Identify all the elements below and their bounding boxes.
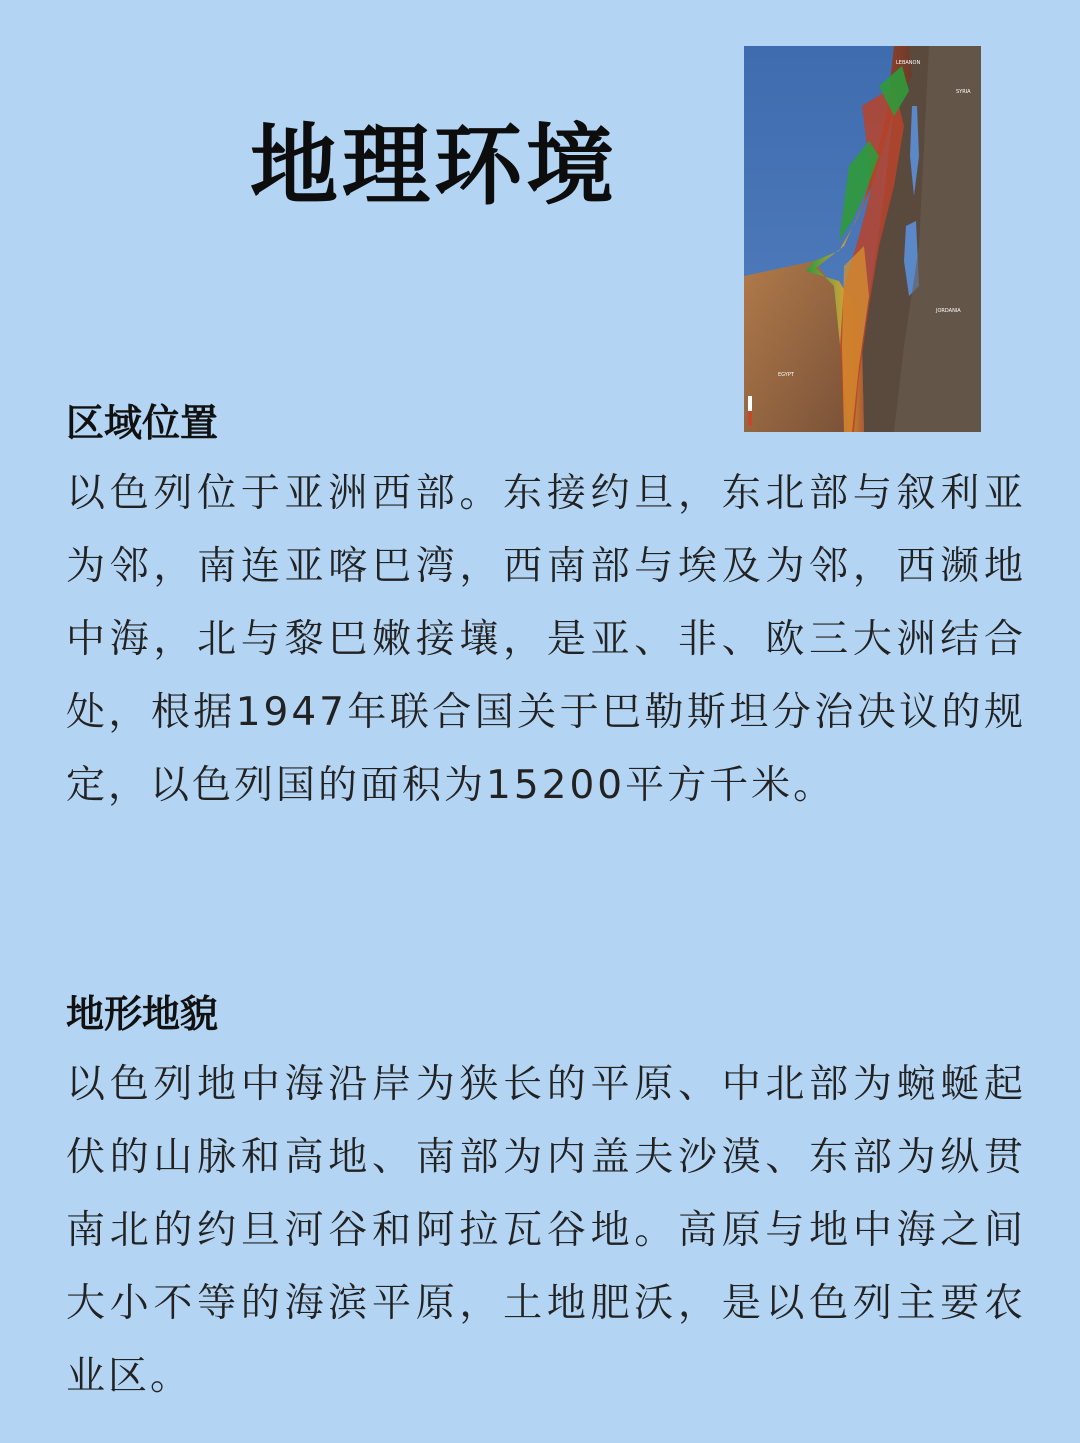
section-body-terrain: 以色列地中海沿岸为狭长的平原、中北部为蜿蜒起伏的山脉和高地、南部为内盖夫沙漠、东部为纵贯南北的约旦河谷和阿拉瓦谷地。高原与地中海之间大小不等的海滨平原，土地肥沃，是以色列主要农业区。 <box>66 1062 1026 1399</box>
map-label-lebanon: LEBANON <box>896 60 921 66</box>
relief-map-graphic <box>744 46 981 432</box>
map-label-egypt: EGYPT <box>778 372 794 378</box>
section-heading-terrain: 地形地貌 <box>66 992 219 1036</box>
relief-map-image <box>744 46 981 432</box>
page-title: 地理环境 <box>250 114 619 217</box>
section-body-location: 以色列位于亚洲西部。东接约旦，东北部与叙利亚为邻，南连亚喀巴湾，西南部与埃及为邻，西濒地中海，北与黎巴嫩接壤，是亚、非、欧三大洲结合处，根据1947年联合国关于巴勒斯坦分治决议的规定，以色列国的面积为15200平方千米。 <box>66 471 1026 808</box>
map-label-jordan: JORDANIA <box>936 308 961 314</box>
section-heading-location: 区域位置 <box>66 401 219 445</box>
map-label-syria: SYRIA <box>956 89 971 95</box>
